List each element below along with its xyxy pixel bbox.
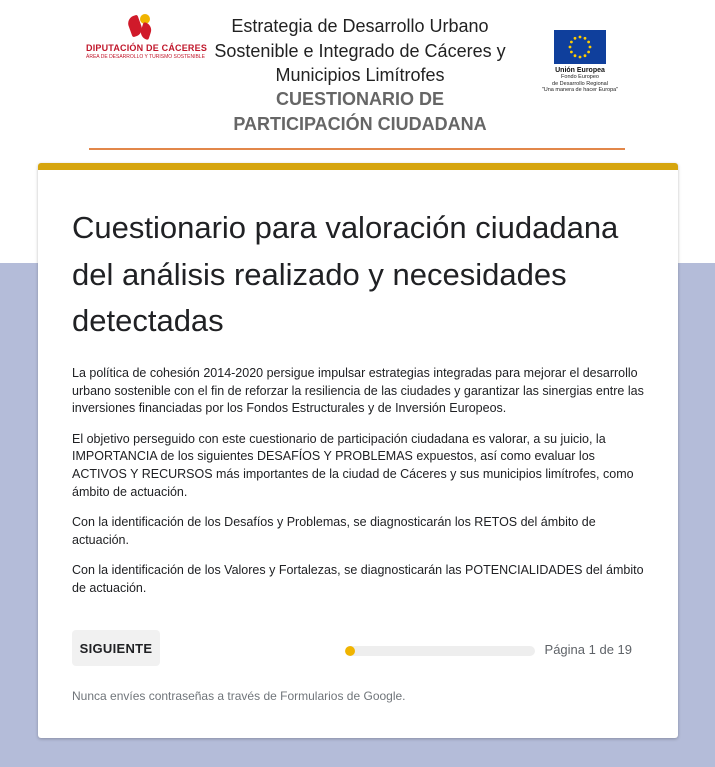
password-warning: Nunca envíes contraseñas a través de Formularios de Google. [72, 689, 406, 703]
eu-motto: "Una manera de hacer Europa" [541, 87, 619, 93]
page-indicator: Página 1 de 19 [544, 642, 632, 657]
banner-title-line: Estrategia de Desarrollo Urbano [231, 16, 489, 36]
eu-fund-line: Fondo Europeo [561, 74, 599, 80]
banner-title [205, 14, 515, 88]
header-banner [0, 0, 715, 160]
banner-subtitle-line: PARTICIPACIÓN CIUDADANA [233, 113, 487, 134]
card-accent-bar [38, 163, 678, 170]
banner-title-line: Municipios Limítrofes [275, 65, 445, 85]
progress-fill [345, 646, 355, 656]
form-card [38, 163, 678, 738]
description-paragraph: El objetivo perseguido con este cuestionario de participación ciudadana es valorar, a su juicio, la IMPORTANCIA de los siguientes DESAFÍOS Y PROBLEMAS expuestos, así como evaluar los ACTIVOS Y RECURSOS más importantes de la ciudad de Cáceres y sus municipios limítrofes, como ámbito de actuación. [72, 431, 634, 499]
banner-subtitle [205, 87, 515, 136]
description-paragraph: Con la identificación de los Desafíos y Problemas, se diagnosticarán los RETOS del ámbito de actuación. [72, 515, 596, 547]
next-button[interactable]: SIGUIENTE [72, 630, 160, 666]
banner-divider [89, 148, 625, 150]
diputacion-name: DIPUTACIÓN DE CÁCERES [86, 43, 208, 53]
progress-bar [345, 646, 535, 656]
eu-logo [530, 30, 630, 94]
diputacion-emblem-icon [125, 14, 159, 40]
form-title: Cuestionario para valoración ciudadana del análisis realizado y necesidades detectadas [72, 210, 619, 338]
form-description [72, 365, 647, 611]
eu-flag-icon [554, 30, 606, 64]
eu-name: Unión Europea [555, 67, 605, 74]
banner-title-line: Sostenible e Integrado de Cáceres y [214, 40, 506, 61]
banner-subtitle-line: CUESTIONARIO DE [275, 89, 444, 109]
diputacion-subtitle: ÁREA DE DESARROLLO Y TURISMO SOSTENIBLE [86, 54, 205, 60]
description-paragraph: La política de cohesión 2014-2020 persigue impulsar estrategias integradas para mejorar el desarrollo urbano sostenible con el fin de reforzar la resiliencia de las ciudades y garantizar las sinergias entre las inversiones financiadas por los Fondos Estructurales y de Inversión Europeos. [72, 366, 644, 416]
description-paragraph: Con la identificación de los Valores y Fortalezas, se diagnosticarán las POTENCIALIDADES del ámbito de actuación. [72, 563, 644, 595]
diputacion-logo [86, 14, 208, 64]
eu-fund-line: de Desarrollo Regional [552, 80, 608, 87]
